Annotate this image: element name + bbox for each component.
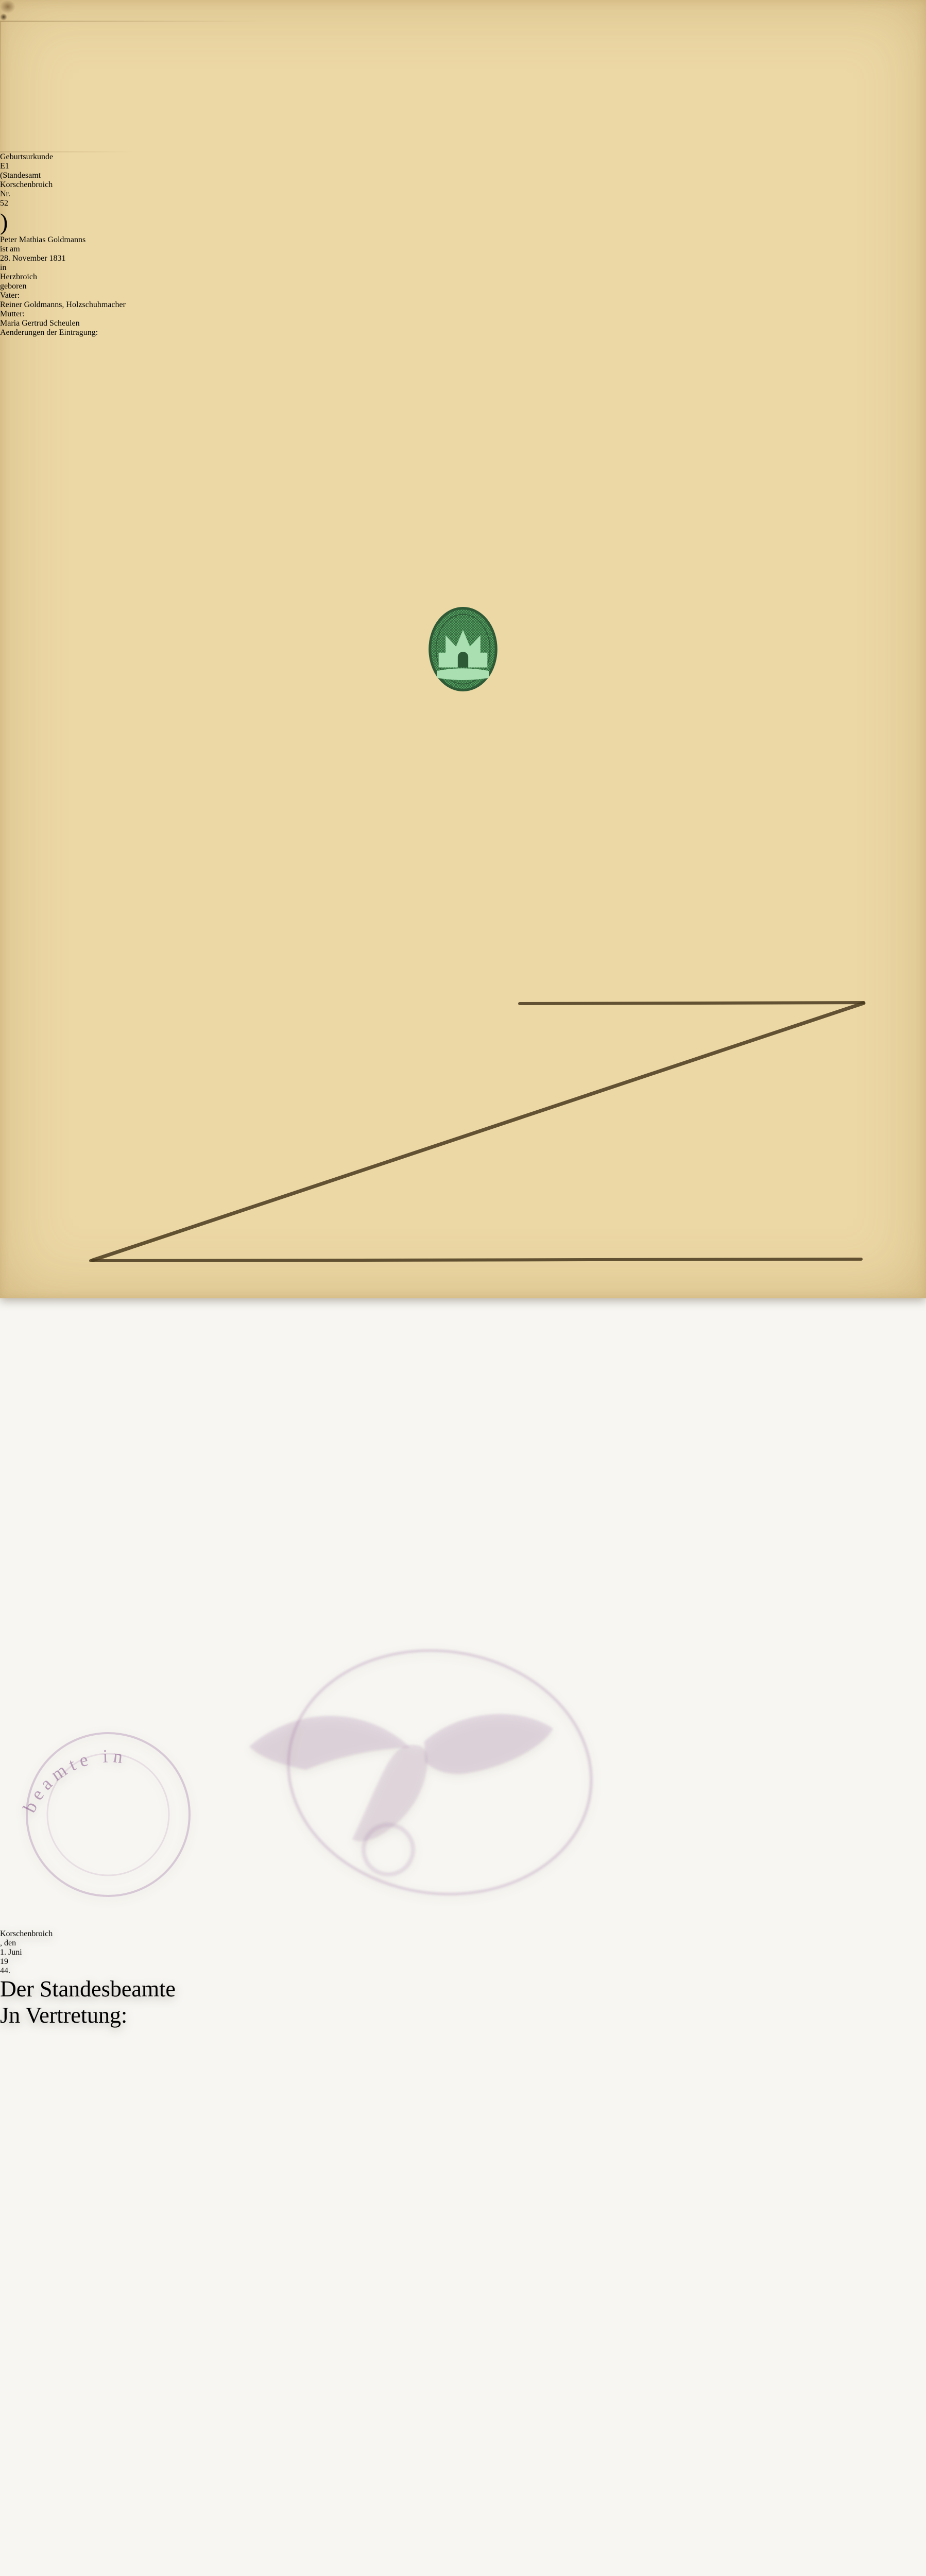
paper-stain [0,0,15,13]
closing-paren: ) [0,209,8,235]
fold-crease [0,21,268,22]
signature [0,2028,926,2576]
birth-date-value: 28. November 1831 [0,254,66,263]
ink-stamp-arc-text: beamte in [19,1745,129,1816]
registry-office-value: Korschenbroich [0,180,53,189]
registry-number-value: 52 [0,199,8,208]
father-label: Vater: [0,291,20,300]
issue-date-value: 1. Juni [0,1948,22,1957]
registry-office-label: (Standesamt [0,171,41,180]
paper-speck [0,13,7,21]
issue-place-value: Korschenbroich [0,1929,53,1938]
year-value: 44. [0,1967,10,1975]
birth-place-value: Herzbroich [0,273,37,281]
fold-crease [0,22,1,151]
birth-date-label: ist am [0,245,20,253]
page-title: Geburtsurkunde [0,152,54,161]
father-value: Reiner Goldmanns, Holzschuhmacher [0,300,126,309]
person-name: Peter Mathias Goldmanns [0,235,86,244]
year-prefix: 19 [0,1957,8,1966]
mother-label: Mutter: [0,310,25,318]
ink-stamp-eagle [218,1638,610,1927]
mother-value: Maria Gertrud Scheulen [0,319,80,328]
official-title: Der Standesbeamte [0,1976,176,2002]
geboren-label: geboren [0,282,27,291]
den-label: , den [0,1939,16,1947]
changes-label: Aenderungen der Eintragung: [0,328,98,337]
form-code: E1 [0,162,9,171]
ink-stamp-left [0,1705,216,1927]
stamp-emblem [419,601,507,697]
registry-number-label: Nr. [0,190,10,198]
birth-place-label: in [0,263,7,272]
in-vertretung-label: Jn Vertretung: [0,2003,128,2028]
strike-out-lines [0,337,926,1636]
